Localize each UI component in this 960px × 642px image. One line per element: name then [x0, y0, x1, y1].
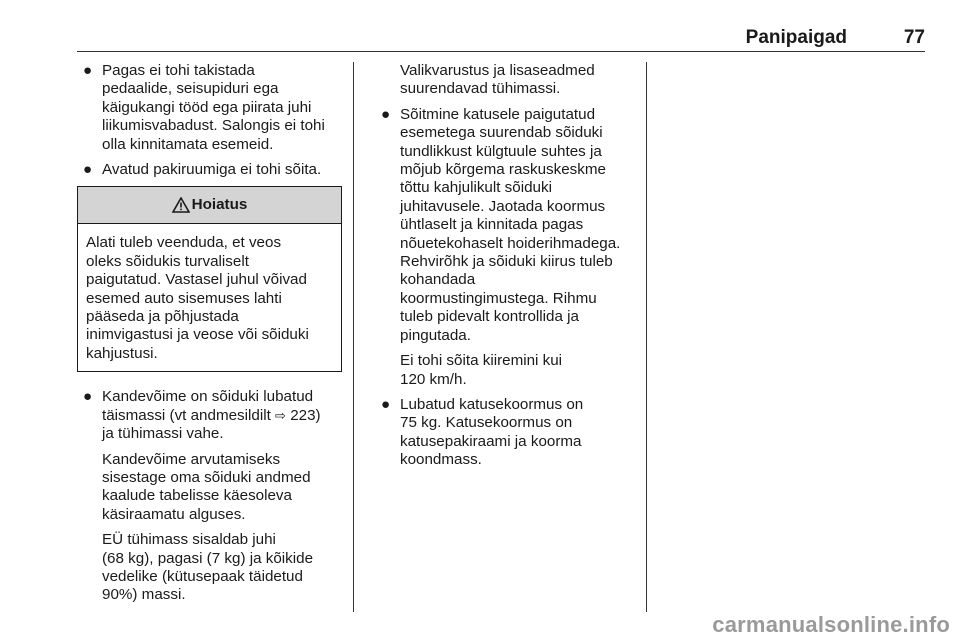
column-divider-right	[646, 62, 647, 612]
bullet-item-load-capacity: ● Kandevõime on sõiduki lubatud täismassi (vt andmesildilt ⇨ 223) ja tühimassi vahe.	[83, 388, 321, 443]
bullet-icon: ●	[83, 161, 93, 179]
left-column	[77, 62, 343, 612]
bullet-icon: ●	[83, 388, 93, 406]
right-column	[375, 62, 637, 477]
warning-triangle-icon	[172, 197, 190, 213]
page-reference-link[interactable]: 223)	[290, 406, 321, 424]
column-divider-left	[353, 62, 354, 612]
bullet-item-luggage: ● Pagas ei tohi takistada pedaalide, seisupiduri ega käigukangi tööd ega piirata juhi liikumisvabadust. Salongis ei tohi olla kinnitamata esemeid.	[83, 62, 325, 153]
warning-title: Hoiatus	[191, 196, 248, 214]
warning-box	[77, 186, 342, 372]
paragraph-curb-weight: EÜ tühimass sisaldab juhi (68 kg), pagasi (7 kg) ja kõikide vedelike (kütusepaak täidetud 90%) massi.	[102, 531, 314, 604]
page-number: 77	[903, 27, 925, 48]
bullet-item-open-trunk: ● Avatud pakiruumiga ei tohi sõita.	[83, 161, 322, 179]
page-reference-arrow-icon: ⇨	[275, 407, 286, 423]
page-header	[77, 27, 925, 52]
bullet-item-roof-load-driving: ● Sõitmine katusele paigutatud esemetega suurendab sõiduki tundlikkust külgtuule suhtes ja mõjub kõrgema raskuskeskme tõttu kahjulikult sõiduki juhitavusele. Jaotada koormus ühtlaselt ja kinnitada pagas nõuetekohaselt hoiderihmadega. Rehvirõhk ja sõiduki kiirus tuleb kohandada koormustingimustega. Rihmu tuleb pidevalt kontrollida ja pingutada.	[381, 105, 621, 344]
paragraph-optional-equipment: Valikvarustus ja lisaseadmed suurendavad tühimassi.	[400, 62, 595, 98]
bullet-item-roof-load-limit: ● Lubatud katusekoormus on 75 kg. Katusekoormus on katusepakiraami ja koorma koondmass.	[381, 395, 584, 469]
watermark: carmanualsonline.info	[712, 612, 950, 637]
bullet-icon: ●	[83, 62, 93, 79]
page-title: Panipaigad	[745, 27, 847, 48]
warning-body: Alati tuleb veenduda, et veos oleks sõidukis turvaliselt paigutatud. Vastasel juhul võivad esemed auto sisemuses lahti pääseda ja põhjustada inimvigastusi ja veose või sõiduki kahjustusi.	[86, 234, 309, 362]
bullet-icon: ●	[381, 105, 391, 123]
paragraph-calculation: Kandevõime arvutamiseks sisestage oma sõiduki andmed kaalude tabelisse käesoleva käsiraamatu alguses.	[102, 450, 311, 523]
warning-header	[78, 187, 341, 224]
bullet-icon: ●	[381, 395, 391, 413]
paragraph-speed-limit: Ei tohi sõita kiiremini kui 120 km/h.	[400, 352, 563, 388]
